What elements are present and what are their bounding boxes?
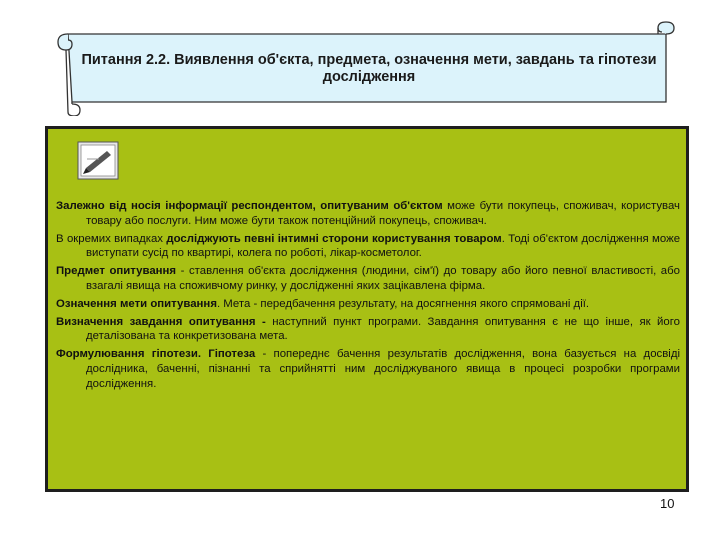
content-panel — [45, 126, 689, 492]
slide-title: Питання 2.2. Виявлення об'єкта, предмета, означення мети, завдань та гіпотези дослідження — [81, 52, 657, 85]
paragraph-intimate-sides: В окремих випадках досліджують певні інтимні сторони користування товаром. Тоді об'єктом дослідження може виступати сусід по квартирі, колега по роботі, лікар-косметолог. — [56, 232, 681, 260]
pencil-note-icon — [77, 141, 121, 181]
paragraph-hypothesis: Формулювання гіпотези. Гіпотеза - попереднє бачення результатів дослідження, вона базується на досвіді дослідника, баченні, пізнанні та сприйнятті ним досліджуваного явища в процесі розробки програми дослідження. — [56, 348, 680, 390]
title-scroll-banner — [54, 20, 676, 116]
paragraph-task: Визначення завдання опитування - наступний пункт програми. Завдання опитування є не що інше, як його деталізована та конкретизована мета. — [56, 315, 680, 343]
page-number: 10 — [660, 496, 675, 511]
paragraph-goal: Означення мети опитування. Мета - передбачення результату, на досягнення якого спрямовані дії. — [56, 297, 590, 310]
paragraph-respondent: Залежно від носія інформації респондентом, опитуваним об'єктом може бути покупець, споживач, користувач товару або послуги. Ним може бути також потенційний покупець, споживач. — [56, 200, 680, 227]
paragraph-subject: Предмет опитування - ставлення об'єкта дослідження (людини, сім'ї) до товару або його певної властивості, або взагалі явища на споживчому ринку, у дослідженні яких зацікавлена фірма. — [56, 265, 680, 292]
paragraph-list — [56, 199, 680, 395]
